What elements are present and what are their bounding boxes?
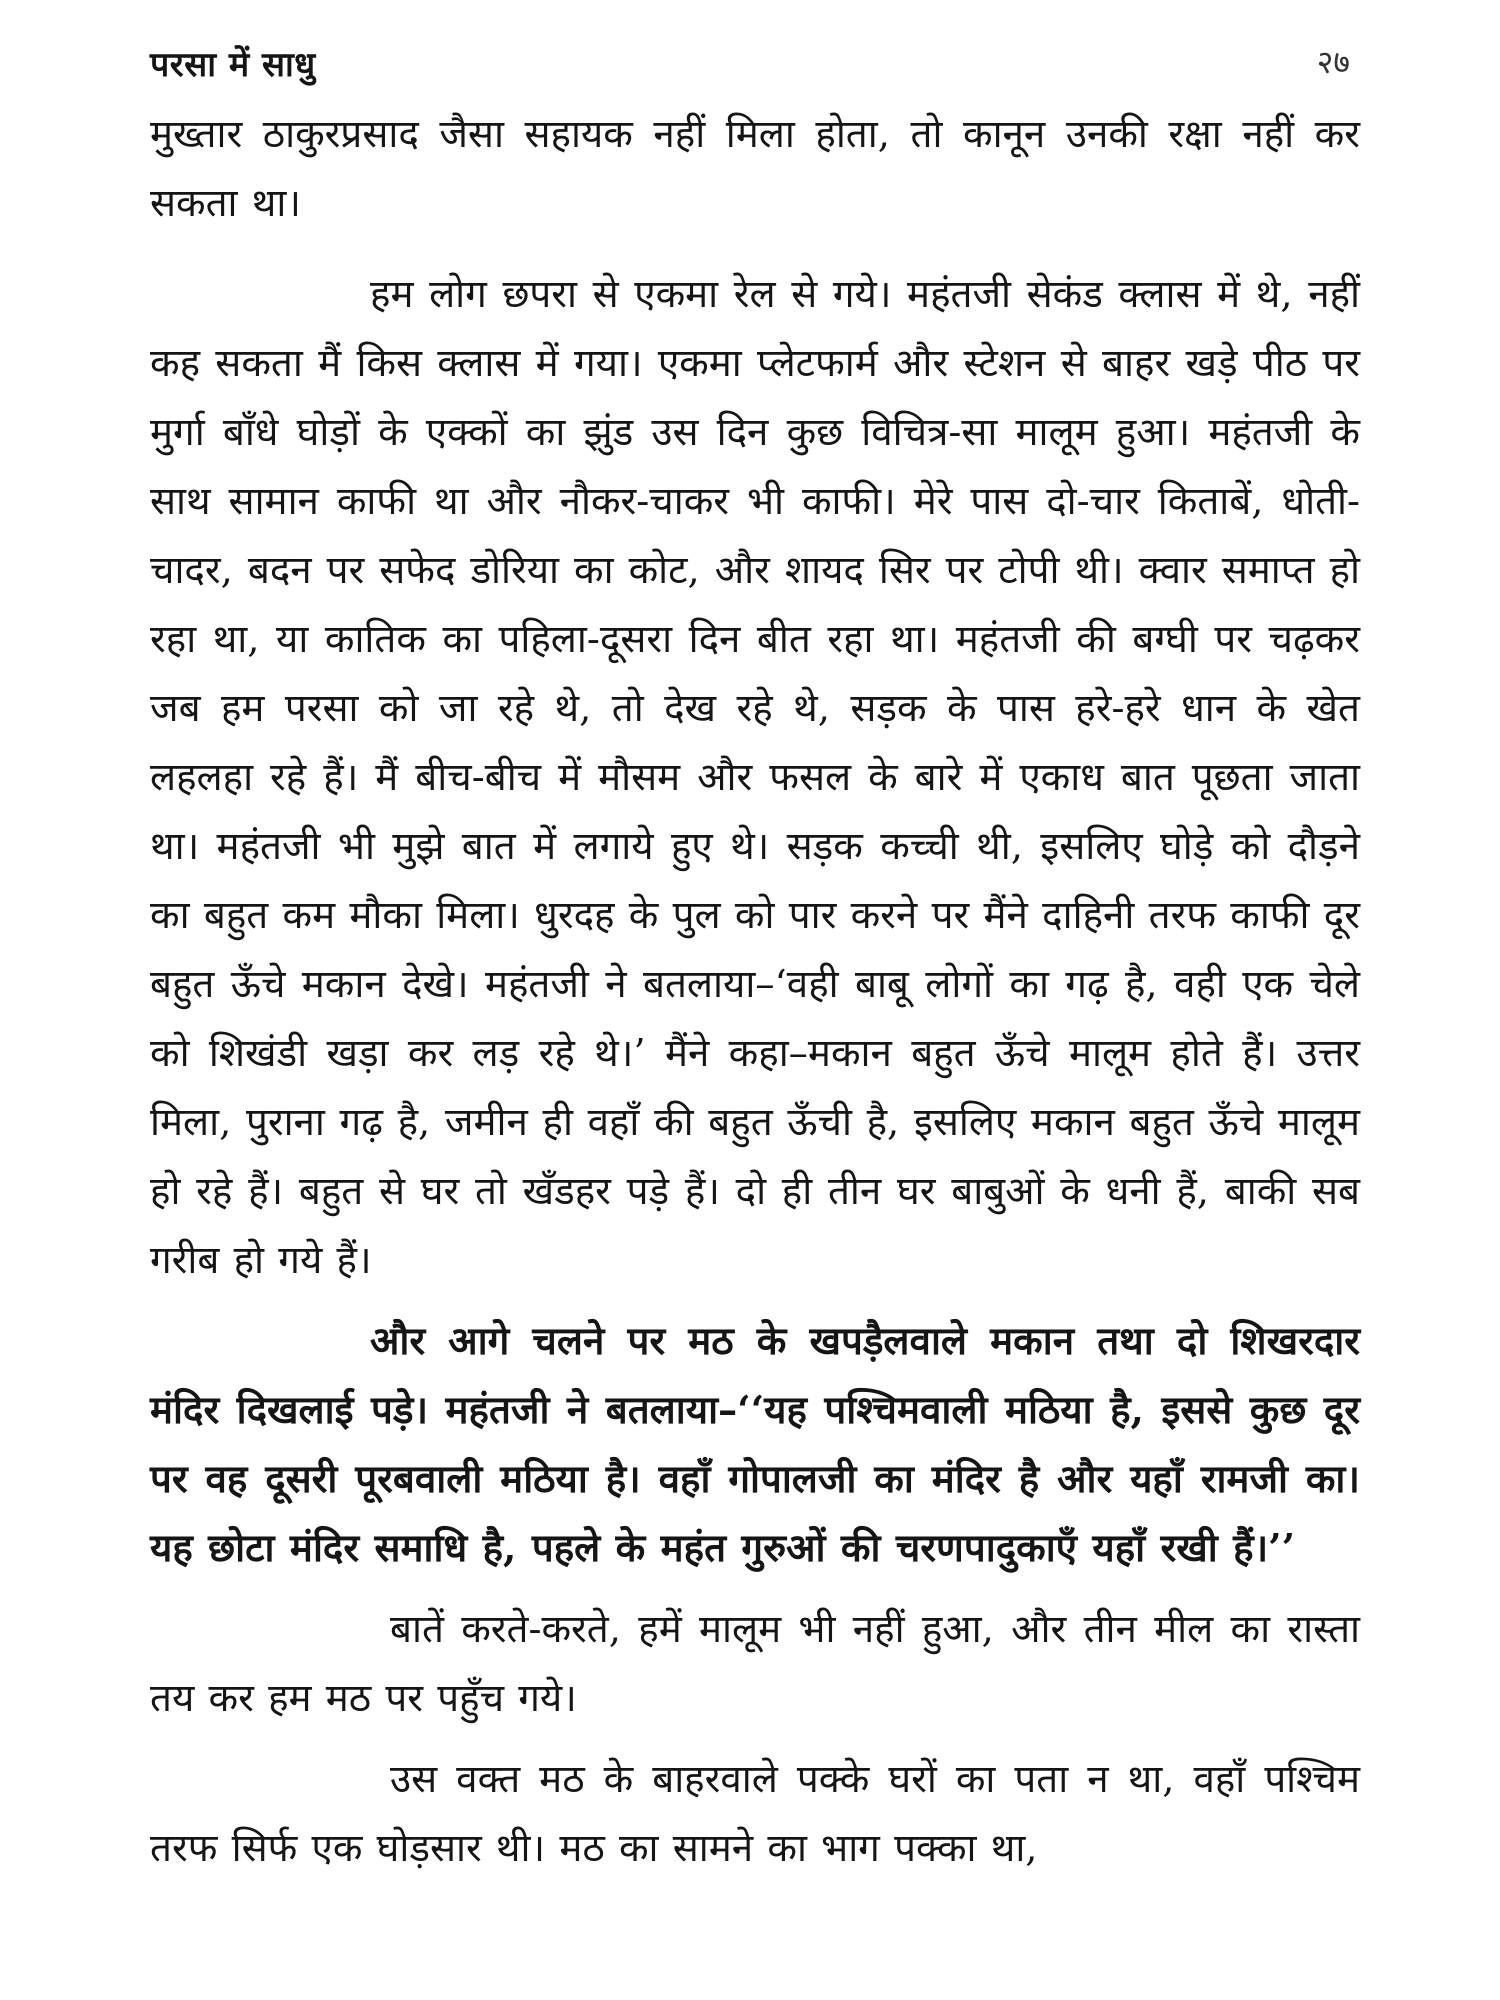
paragraph-3: और आगे चलने पर मठ के खपड़ैलवाले मकान तथा दो शिखरदार मंदिर दिखलाई पड़े। महंतजी ने बतलाया–‘‘यह पश्चिमवाली मठिया है, इससे कुछ दूर पर वह दूसरी पूरबवाली मठिया है। वहाँ गोपालजी का मंदिर है और यहाँ रामजी का। यह छोटा मंदिर समाधि है, पहले के महंत गुरुओं की चरणपादुकाएँ यहाँ रखी हैं।’’ <box>150 1319 1360 1571</box>
page-number: २७ <box>1316 43 1350 81</box>
paragraph-2: हम लोग छपरा से एकमा रेल से गये। महंतजी सेकंड क्लास में थे, नहीं कह सकता मैं किस क्लास में गया। एकमा प्लेटफार्म और स्टेशन से बाहर खड़े पीठ पर मुर्गा बाँधे घोड़ों के एक्कों का झुंड उस दिन कुछ विचित्र-सा मालूम हुआ। महंतजी के साथ सामान काफी था और नौकर-चाकर भी काफी। मेरे पास दो-चार किताबें, धोती-चादर, बदन पर सफेद डोरिया का कोट, और शायद सिर पर टोपी थी। क्वार समाप्त हो रहा था, या कातिक का पहिला-दूसरा दिन बीत रहा था। महंतजी की बग्घी पर चढ़कर जब हम परसा को जा रहे थे, तो देख रहे थे, सड़क के पास हरे-हरे धान के खेत लहलहा रहे हैं। मैं बीच-बीच में मौसम और फसल के बारे में एकाध बात पूछता जाता था। महंतजी भी मुझे बात में लगाये हुए थे। सड़क कच्ची थी, इसलिए घोड़े को दौड़ने का बहुत कम मौका मिला। धुरदह के पुल को पार करने पर मैंने दाहिनी तरफ काफी दूर बहुत ऊँचे मकान देखे। महंतजी ने बतलाया–‘वही बाबू लोगों का गढ़ है, वही एक चेले को शिखंडी खड़ा कर लड़ रहे थे।’ मैंने कहा–मकान बहुत ऊँचे मालूम होते हैं। उत्तर मिला, पुराना गढ़ है, जमीन ही वहाँ की बहुत ऊँची है, इसलिए मकान बहुत ऊँचे मालूम हो रहे हैं। बहुत से घर तो खँडहर पड़े हैं। दो ही तीन घर बाबुओं के धनी हैं, बाकी सब गरीब हो गये हैं। <box>150 272 1360 1283</box>
page-header <box>150 40 1350 90</box>
paragraph-4: बातें करते-करते, हमें मालूम भी नहीं हुआ, और तीन मील का रास्ता तय कर हम मठ पर पहुँच गये। <box>150 1607 1360 1721</box>
paragraph-5: उस वक्त मठ के बाहरवाले पक्के घरों का पता न था, वहाँ पश्चिम तरफ सिर्फ एक घोड़सार थी। मठ का सामने का भाग पक्का था, <box>150 1757 1360 1871</box>
running-head: परसा में साधु <box>150 45 316 85</box>
paragraph-1: मुख्तार ठाकुरप्रसाद जैसा सहायक नहीं मिला होता, तो कानून उनकी रक्षा नहीं कर सकता था। <box>150 112 1360 226</box>
body-text <box>150 100 1360 1895</box>
